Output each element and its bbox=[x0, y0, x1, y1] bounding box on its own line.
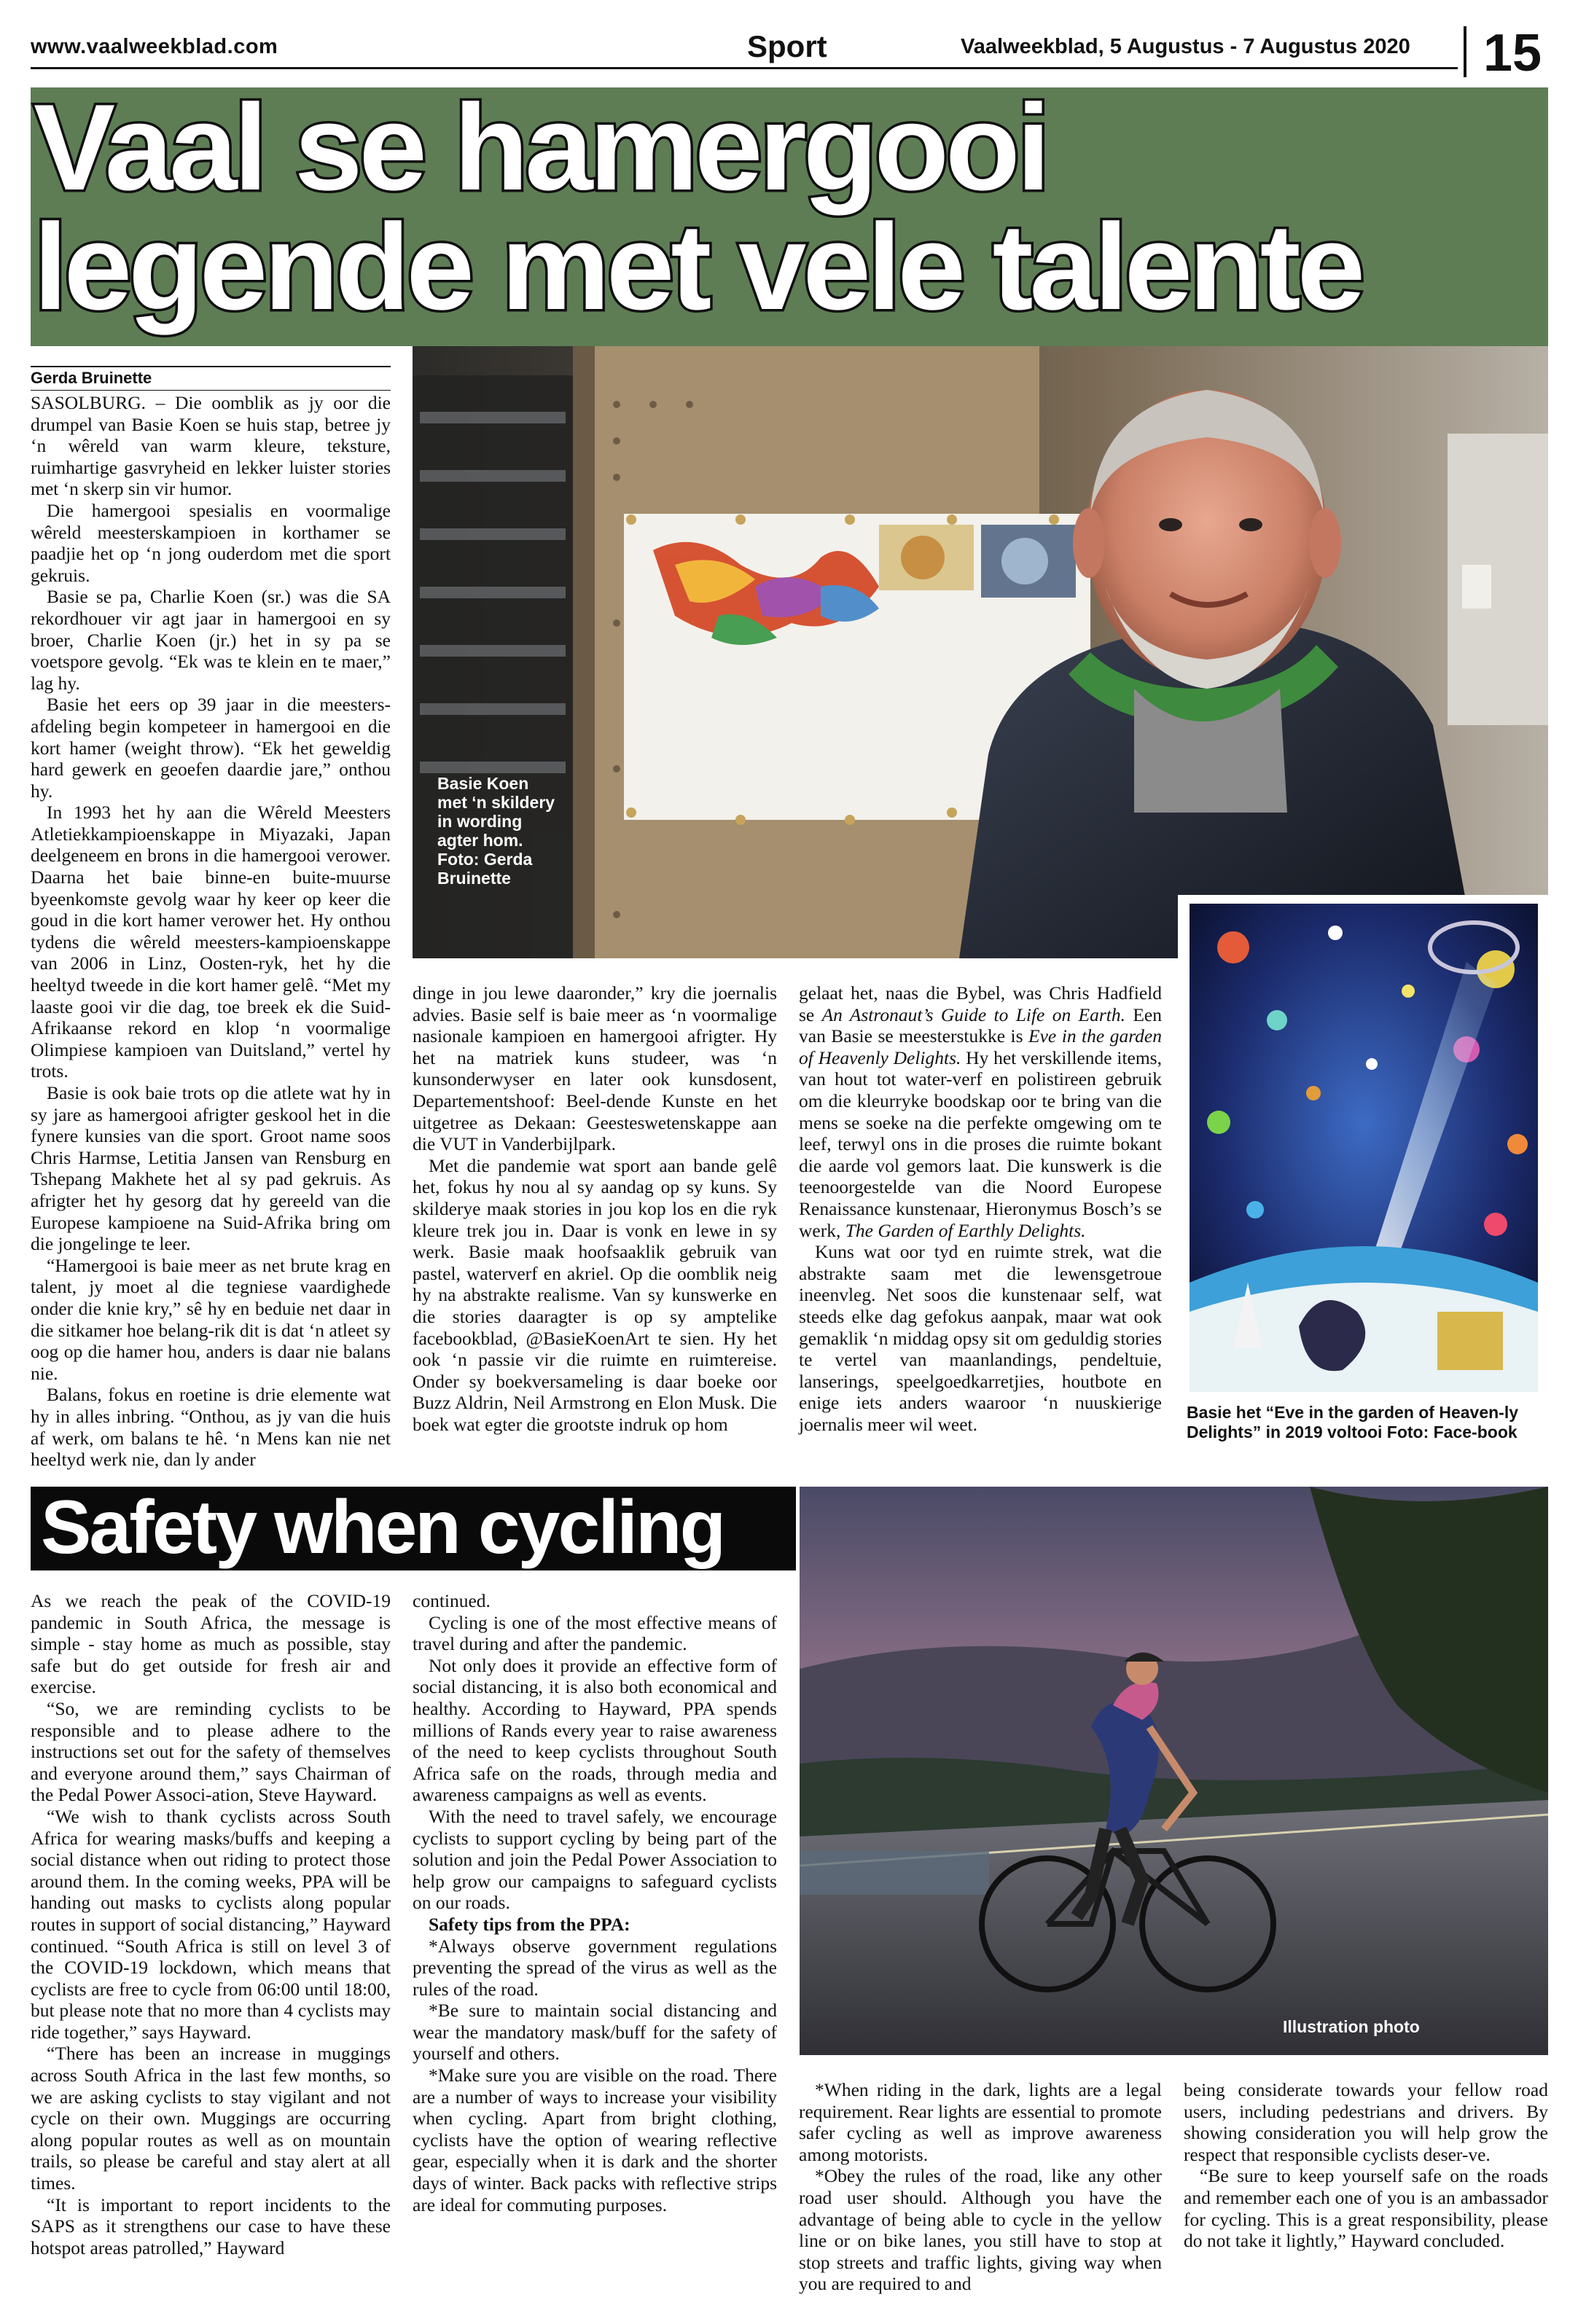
paragraph: Cycling is one of the most effective means of travel during and after the pandemic. bbox=[413, 1611, 777, 1655]
byline: Gerda Bruinette bbox=[31, 366, 391, 391]
paragraph: Kuns wat oor tyd en ruimte strek, wat die abstrakte saam met die lewensgetroue ineenvleg. Net soos die kunstenaar self, wat steeds elke dag gefokus aanpak, maar wat ook gemaklik ‘n middag opsy sit om geduldig stories te vertel van maanlandings, pendeltuie, lanserings, speelgoedkarretjies, houtbote en enige iets anders waaroor ‘n nuuskierige joernalis meer wil weet. bbox=[799, 1241, 1162, 1435]
paragraph: SASOLBURG. – Die oomblik as jy oor die drumpel van Basie Koen se huis stap, betree jy ‘n wêreld van warm kleure, teksture, ruimhartige gasvryheid en lekker luister stories met ‘n skerp sin vir humor. bbox=[31, 392, 391, 500]
photo2-caption: Basie het “Eve in the garden of Heaven-ly Delights” in 2019 voltooi Foto: Face-book bbox=[1187, 1403, 1519, 1441]
tips-heading: Safety tips from the PPA: bbox=[429, 1913, 630, 1935]
paragraph: Not only does it provide an effective form of social distancing, it is also both economical and healthy. According to Hayward, PPA spends millions of Rands every year to raise awareness of the need to keep cyclists throughout South Africa safe on the roads, through media and awareness campaigns as well as events. bbox=[413, 1654, 777, 1806]
paragraph: In 1993 het hy aan die Wêreld Meesters Atletiekkampioenskappe in Miyazaki, Japan deelgeneem en brons in die hamergooi verower. Daarna het baie binne-en buite-muurse byeenkomste gevolg waar hy keer op keer die goud in die kort hamer verower het. Hy onthou tydens die wêreld meesters-kampioenskappe van 2006 in Linz, Oosten-ryk, het hy die heeltyd tweede in die kort hamer gelê. “Met my laaste gooi vir die dag, toe breek ek die Suid-Afrikaanse rekord en klop ‘n voormalige Olimpiese kampioen van Duitsland,” vertel hy trots. bbox=[31, 802, 391, 1082]
paragraph: dinge in jou lewe daaronder,” kry die joernalis advies. Basie self is baie meer as ‘n voormalige nasionale kampioen en hamergooi afrigter. Hy het na matriek kuns studeer, was ‘n kunsonderwyser en later ook kunsdosent, Departementshoof: Beel-dende Kunste en het uitgetree as Dekaan: Geesteswetenskappe aan die VUT in Vanderbijlpark. bbox=[413, 982, 777, 1155]
paragraph: Balans, fokus en roetine is drie elemente wat hy in alles inbring. “Onthou, as jy van die huis af werk, om balans te hê. ‘n Mens kan nie net heeltyd werk nie, dan ly ander bbox=[31, 1384, 391, 1471]
article2-column-3 bbox=[799, 2079, 1162, 2295]
tip-item: *Make sure you are visible on the road. There are a number of ways to increase your visibility when cycling. Apart from bright clothing, cyclists have the option of wearing reflective gear, especially when it is dark and the shorter days of winter. Back packs with reflective strips are ideal for commuting purposes. bbox=[413, 2065, 777, 2215]
photo-cyclist-image bbox=[800, 1487, 1548, 2055]
edition-date: Vaalweekblad, 5 Augustus - 7 Augustus 2020 bbox=[961, 35, 1410, 58]
headline-banner bbox=[31, 87, 1548, 346]
paragraph: “There has been an increase in muggings across South Africa in the last few months, so we are asking cyclists to stay vigilant and not cycle on their own. Muggings are occurring along popular routes as well as on mountain trails, so please be careful and stay alert at all times. bbox=[31, 2043, 391, 2194]
photo-painting-eve-image bbox=[1190, 904, 1538, 1392]
paragraph: Basie is ook baie trots op die atlete wat hy in sy jare as hamergooi afrigter geskool het in die fynere kunsies van die sport. Groot name soos Chris Harmse, Letitia Jansen van Rensburg en Tshepang Makhete het al sy pad gekruis. As afrigter het hy gesorg dat hy gereeld van die Europese kampioene na Suid-Afrika bring om die jongelinge te leer. bbox=[31, 1082, 391, 1255]
photo3-caption: Illustration photo bbox=[1283, 2017, 1420, 2036]
paragraph: “So, we are reminding cyclists to be responsible and to please adhere to the instructions set out for the safety of themselves and everyone around them,” says Chairman of the Pedal Power Associ-ation, Steve Hayward. bbox=[31, 1697, 391, 1806]
headline2-banner bbox=[31, 1487, 796, 1570]
tip-item: *Be sure to maintain social distancing and wear the mandatory mask/buff for the safety of yourself and others. bbox=[413, 2000, 777, 2065]
paragraph: “Hamergooi is baie meer as net brute krag en talent, jy moet al die tegniese vaardighede onder die knie kry,” sê hy en beduie net daar in die sitkamer hoe belang-rik dit is dat ‘n atleet sy oog op die hamer hou, anders is daar nie balans nie. bbox=[31, 1254, 391, 1384]
paragraph: being considerate towards your fellow road users, including pedestrians and drivers. By showing consideration you will help grow the respect that responsible cyclists deser-ve. bbox=[1184, 2079, 1548, 2165]
header-rule bbox=[31, 67, 1458, 69]
tip-item: *Always observe government regulations preventing the spread of the virus as well as the rules of the road. bbox=[413, 1935, 777, 2000]
paragraph: Basie het eers op 39 jaar in die meesters-afdeling begin kompeteer in hamergooi en die kort hamer (weight throw). “Ek het geweldig hard gewerk en geoefen daardie jare,” onthou hy. bbox=[31, 694, 391, 802]
article2-column-1 bbox=[31, 1590, 391, 2258]
article2-column-4 bbox=[1184, 2079, 1548, 2252]
photo1-caption: Basie Koen met ‘n skildery in wording agter hom. Foto: Gerda Bruinette bbox=[437, 774, 555, 888]
article1-headline bbox=[31, 87, 1362, 335]
article1-column-1 bbox=[31, 392, 391, 1471]
page-number: 15 bbox=[1483, 24, 1542, 82]
text-run: Een van Basie se meesterstukke is bbox=[799, 1003, 1162, 1047]
text-run: Hy het verskillende items, van hout tot water-verf en polistireen gebruik om die kleurryke boodskap oor te bring van die mens se soeke na die perfekte omgewing om te leef, terwyl ons in die proses die ruimte bokant die aarde vol gemors laat. Die kunswerk is die teenoorgestelde van die Noord Europese Renaissance kunstenaar, Hieronymus Bosch’s se werk, bbox=[799, 1046, 1162, 1241]
paragraph: “We wish to thank cyclists across South Africa for wearing masks/buffs and keeping a social distance when out riding to protect those around them. In the coming weeks, PPA will be handing out masks to cyclists along popular routes in support of social distancing,” Hayward continued. “South Africa is still on level 3 of the COVID-19 lockdown, which means that cyclists are free to cycle from 06:00 until 18:00, but please note that no more than 4 cyclists may ride together,” says Hayward. bbox=[31, 1805, 391, 2043]
paragraph bbox=[799, 982, 1162, 1241]
section-label: Sport bbox=[747, 29, 827, 63]
website-url[interactable]: www.vaalweekblad.com bbox=[31, 35, 278, 58]
headline-line1: Vaal se hamergooi bbox=[34, 87, 1047, 216]
artwork-title: The Garden of Earthly Delights. bbox=[845, 1219, 1086, 1241]
article1-column-3 bbox=[799, 982, 1162, 1435]
paragraph: Die hamergooi spesialis en voormalige wêreld meesterskampioen in korthamer se paadjie het op ‘n jong ouderdom met die sport gekruis. bbox=[31, 499, 391, 586]
paragraph: As we reach the peak of the COVID-19 pandemic in South Africa, the message is simple - stay home as much as possible, stay safe but do get outside for fresh air and exercise. bbox=[31, 1590, 391, 1698]
paragraph: Basie se pa, Charlie Koen (sr.) was die SA rekordhouer vir agt jaar in hamergooi en sy broer, Charlie Koen (jr.) het in sy pa se voetspore gevolg. “Ek was te klein en te maer,” lag hy. bbox=[31, 586, 391, 694]
paragraph: With the need to travel safely, we encourage cyclists to support cycling by being part of the solution and join the Pedal Power Association to help grow our campaigns to safeguard cyclists on our roads. bbox=[413, 1805, 777, 1914]
tip-item: *Obey the rules of the road, like any other road user should. Although you have the advantage of being able to cycle in the yellow line or on bike lanes, you still have to stop at stop streets and traffic lights, giving way when you are required to and bbox=[799, 2165, 1162, 2295]
article2-column-2 bbox=[413, 1590, 777, 2215]
photo-painting-eve bbox=[1190, 904, 1538, 1392]
paragraph: continued. bbox=[413, 1590, 491, 1611]
photo-basie-koen bbox=[413, 346, 1548, 958]
paragraph: “It is important to report incidents to the SAPS as it strengthens our case to have these hotspot areas patrolled,” Hayward bbox=[31, 2194, 391, 2258]
tip-item: *When riding in the dark, lights are a legal requirement. Rear lights are essential to promote safer cycling as well as improve awareness among motorists. bbox=[799, 2079, 1162, 2165]
headline-line2: legende met vele talente bbox=[34, 198, 1362, 335]
article1-column-2 bbox=[413, 982, 777, 1435]
paragraph: “Be sure to keep yourself safe on the roads and remember each one of you is an ambassador for cycling. This is a great responsibility, please do not take it lightly,” Hayward concluded. bbox=[1184, 2165, 1548, 2252]
article2-headline: Safety when cycling bbox=[41, 1485, 724, 1570]
photo-basie-koen-image bbox=[413, 346, 1548, 958]
photo-cyclist bbox=[800, 1487, 1548, 2055]
book-title: An Astronaut’s Guide to Life on Earth. bbox=[821, 1003, 1125, 1025]
paragraph: Met die pandemie wat sport aan bande gelê het, fokus hy nou al sy aandag op sy kuns. Sy skilderye maak stories in jou kop los en die ryk kleure trek jou in. Daar is vonk en lewe in sy werk. Basie maak hoofsaaklik gebruik van pastel, waterverf en akriel. Op die oomblik neig hy na abstrakte realisme. Van sy kunswerke en die stories daaragter is op sy amptelike facebookblad, @BasieKoenArt te sien. Hy het ook ‘n passie vir die ruimte en ruimtereise. Onder sy boekversameling is daar boeke oor Buzz Aldrin, Neil Armstrong en Elon Musk. Die boek wat egter die grootste indruk op hom bbox=[413, 1154, 777, 1435]
artwork-title: Eve in the garden of Heavenly Delights. bbox=[799, 1025, 1162, 1068]
header-separator bbox=[1464, 26, 1466, 77]
text-run: gelaat het, naas die Bybel, was Chris Hadfield se bbox=[799, 982, 1162, 1025]
